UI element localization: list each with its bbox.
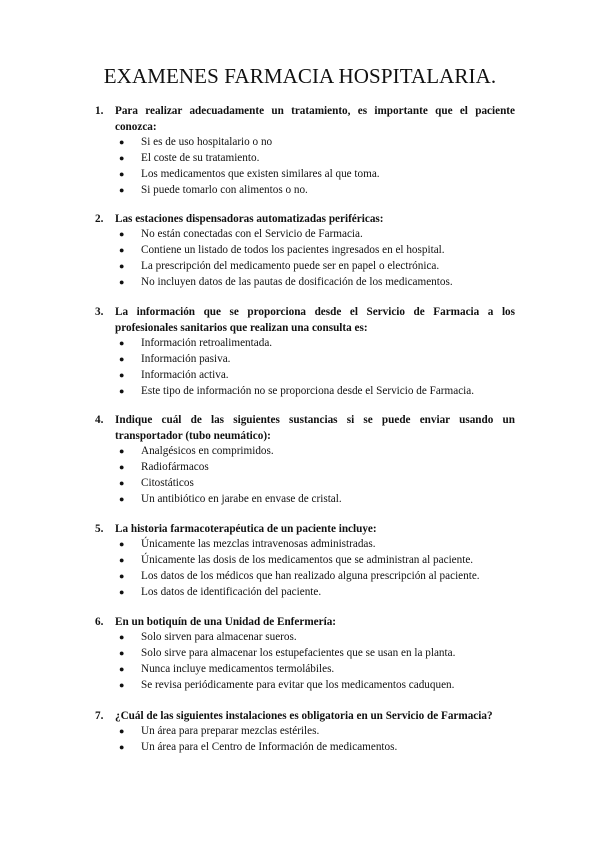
option-item bbox=[95, 740, 515, 756]
option-text: Los medicamentos que existen similares al que toma. bbox=[141, 167, 380, 180]
option-text: Los datos de identificación del paciente. bbox=[141, 585, 322, 598]
option-list bbox=[95, 227, 515, 291]
option-text: Información activa. bbox=[141, 368, 229, 381]
bullet-icon: ● bbox=[119, 554, 125, 565]
option-text: No están conectadas con el Servicio de Farmacia. bbox=[141, 228, 363, 240]
document-title: EXAMENES FARMACIA HOSPITALARIA. bbox=[103, 64, 497, 88]
bullet-icon: ● bbox=[119, 168, 125, 179]
option-text: Analgésicos en comprimidos. bbox=[141, 445, 274, 457]
option-item bbox=[95, 492, 515, 508]
option-list bbox=[95, 135, 515, 199]
bullet-icon: ● bbox=[119, 586, 125, 597]
option-item bbox=[95, 275, 515, 291]
option-item bbox=[95, 227, 515, 243]
bullet-icon: ● bbox=[119, 570, 125, 581]
option-list bbox=[95, 444, 515, 508]
question-5 bbox=[95, 521, 515, 601]
option-item bbox=[95, 646, 515, 662]
bullet-icon: ● bbox=[119, 446, 125, 456]
option-item bbox=[95, 678, 515, 694]
option-item bbox=[95, 243, 515, 259]
option-item bbox=[95, 537, 515, 553]
question-text: ¿Cuál de las siguientes instalaciones es obligatoria en un Servicio de Farmacia? bbox=[115, 710, 493, 722]
question-6 bbox=[95, 614, 515, 694]
question-text: Las estaciones dispensadoras automatizadas periféricas: bbox=[115, 213, 384, 225]
bullet-icon: ● bbox=[119, 353, 125, 364]
option-item bbox=[95, 183, 515, 199]
bullet-icon: ● bbox=[119, 244, 125, 255]
bullet-icon: ● bbox=[119, 461, 125, 472]
option-text: Los datos de los médicos que han realizado alguna prescripción al paciente. bbox=[141, 569, 480, 582]
option-item bbox=[95, 336, 515, 352]
option-item bbox=[95, 553, 515, 569]
question-7 bbox=[95, 708, 515, 756]
bullet-icon: ● bbox=[119, 260, 125, 271]
option-item bbox=[95, 368, 515, 384]
bullet-icon: ● bbox=[119, 385, 125, 396]
question-2 bbox=[95, 211, 515, 291]
bullet-icon: ● bbox=[119, 741, 125, 752]
option-item bbox=[95, 724, 515, 740]
option-item bbox=[95, 444, 515, 460]
question-number: 5. bbox=[95, 523, 104, 535]
option-text: Únicamente las mezclas intravenosas administradas. bbox=[141, 538, 376, 550]
option-text: Un antibiótico en jarabe en envase de cristal. bbox=[141, 492, 342, 505]
bullet-icon: ● bbox=[119, 152, 125, 163]
question-number: 2. bbox=[95, 213, 104, 225]
bullet-icon: ● bbox=[119, 726, 125, 736]
bullet-icon: ● bbox=[119, 184, 125, 195]
question-3 bbox=[95, 304, 515, 400]
option-item bbox=[95, 662, 515, 678]
bullet-icon: ● bbox=[119, 137, 125, 147]
question-number: 7. bbox=[95, 710, 104, 722]
option-text: Solo sirven para almacenar sueros. bbox=[141, 631, 297, 643]
question-text: En un botiquín de una Unidad de Enfermería: bbox=[115, 616, 337, 628]
option-item bbox=[95, 569, 515, 585]
option-text: Este tipo de información no se proporciona desde el Servicio de Farmacia. bbox=[141, 384, 475, 397]
question-text: Indique cuál de las siguientes sustancias si se puede enviar usando un transportador (tubo neumático): bbox=[115, 414, 515, 442]
question-text: La historia farmacoterapéutica de un paciente incluye: bbox=[115, 523, 377, 535]
option-item bbox=[95, 259, 515, 275]
question-number: 6. bbox=[95, 616, 104, 628]
option-item bbox=[95, 476, 515, 492]
option-text: No incluyen datos de las pautas de dosificación de los medicamentos. bbox=[141, 275, 453, 288]
option-text: Se revisa periódicamente para evitar que los medicamentos caduquen. bbox=[141, 678, 455, 691]
option-item bbox=[95, 151, 515, 167]
option-item bbox=[95, 585, 515, 601]
bullet-icon: ● bbox=[119, 369, 125, 380]
option-item bbox=[95, 135, 515, 151]
option-text: Nunca incluye medicamentos termolábiles. bbox=[141, 662, 335, 675]
option-list bbox=[95, 336, 515, 400]
option-text: Radiofármacos bbox=[141, 460, 209, 473]
option-text: Un área para el Centro de Información de medicamentos. bbox=[141, 740, 398, 753]
question-1 bbox=[95, 103, 515, 199]
option-item bbox=[95, 460, 515, 476]
option-text: El coste de su tratamiento. bbox=[141, 151, 260, 164]
option-text: Citostáticos bbox=[141, 476, 194, 489]
bullet-icon: ● bbox=[119, 338, 125, 348]
question-text: Para realizar adecuadamente un tratamiento, es importante que el paciente conozca: bbox=[115, 105, 515, 133]
question-number: 4. bbox=[95, 414, 104, 426]
option-item bbox=[95, 630, 515, 646]
option-text: Únicamente las dosis de los medicamentos que se administran al paciente. bbox=[141, 553, 474, 566]
option-text: Solo sirve para almacenar los estupefacientes que se usan en la planta. bbox=[141, 646, 456, 659]
option-text: Información pasiva. bbox=[141, 352, 231, 365]
option-text: Información retroalimentada. bbox=[141, 337, 273, 349]
option-item bbox=[95, 384, 515, 400]
option-list bbox=[95, 537, 515, 601]
option-text: Si es de uso hospitalario o no bbox=[141, 136, 273, 148]
option-text: La prescripción del medicamento puede ser en papel o electrónica. bbox=[141, 259, 440, 272]
bullet-icon: ● bbox=[119, 276, 125, 287]
bullet-icon: ● bbox=[119, 493, 125, 504]
bullet-icon: ● bbox=[119, 679, 125, 690]
question-text: La información que se proporciona desde el Servicio de Farmacia a los profesionales sanitarios que realizan una consulta es: bbox=[115, 306, 515, 334]
option-list bbox=[95, 724, 515, 756]
option-list bbox=[95, 630, 515, 694]
question-number: 3. bbox=[95, 306, 104, 318]
bullet-icon: ● bbox=[119, 477, 125, 488]
option-item bbox=[95, 167, 515, 183]
option-text: Si puede tomarlo con alimentos o no. bbox=[141, 183, 308, 196]
option-text: Un área para preparar mezclas estériles. bbox=[141, 725, 320, 737]
bullet-icon: ● bbox=[119, 539, 125, 549]
bullet-icon: ● bbox=[119, 229, 125, 239]
option-text: Contiene un listado de todos los pacientes ingresados en el hospital. bbox=[141, 243, 445, 256]
question-number: 1. bbox=[95, 105, 104, 117]
option-item bbox=[95, 352, 515, 368]
bullet-icon: ● bbox=[119, 663, 125, 674]
question-4 bbox=[95, 412, 515, 508]
bullet-icon: ● bbox=[119, 632, 125, 642]
bullet-icon: ● bbox=[119, 647, 125, 658]
